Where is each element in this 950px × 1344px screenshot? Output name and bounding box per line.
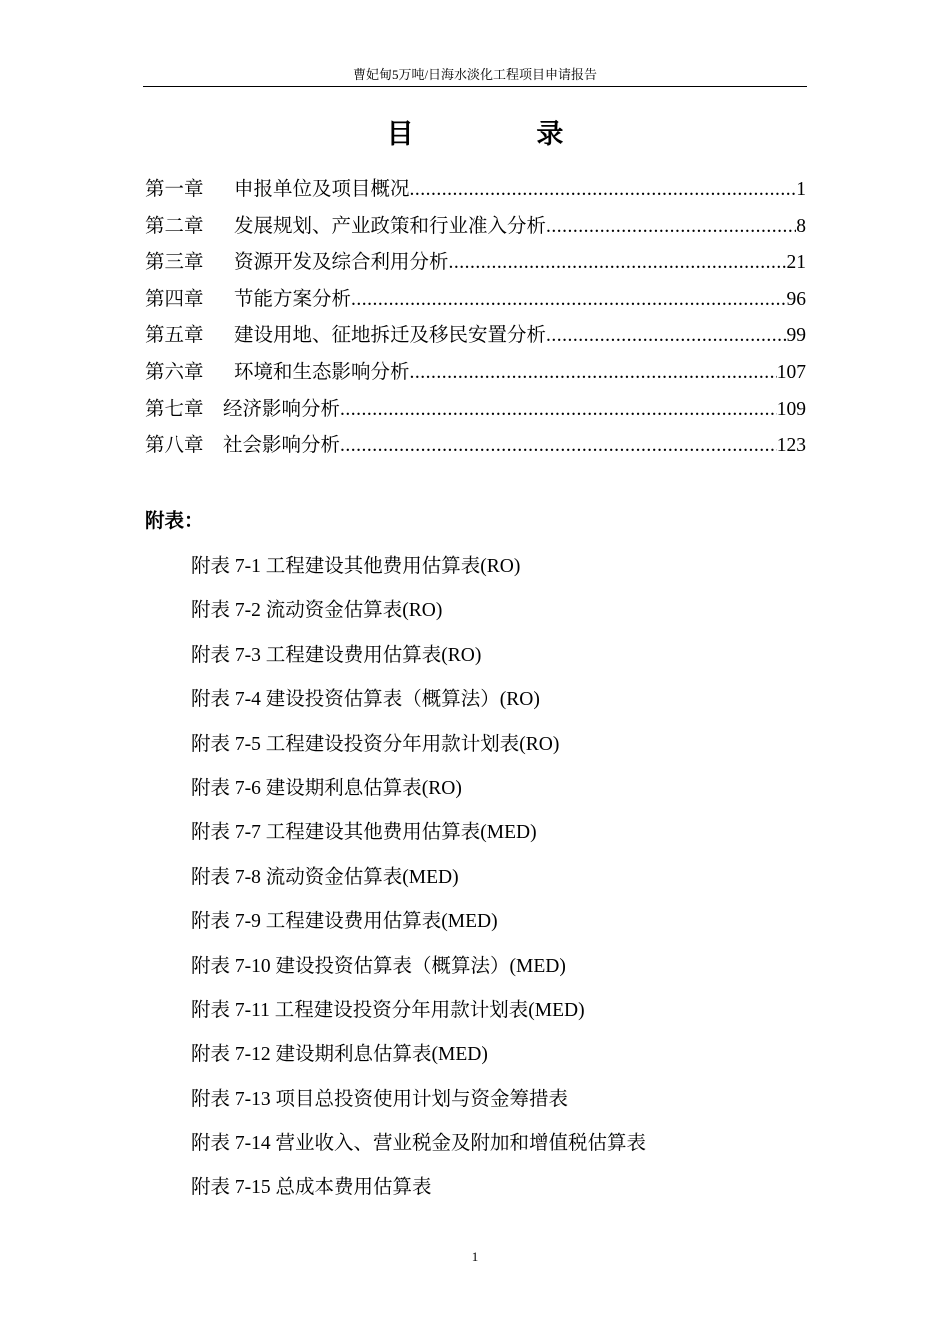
toc-chapter: 第八章 [145,435,204,457]
toc-entry-title: 发展规划、产业政策和行业准入分析 [234,215,547,237]
appendix-item: 附表 7-9 工程建设费用估算表(MED) [191,911,498,933]
toc-chapter: 第二章 [145,215,204,237]
toc-entry[interactable] [145,318,806,355]
appendix-item: 附表 7-8 流动资金估算表(MED) [191,866,459,888]
toc-entry[interactable] [145,245,806,282]
appendix-item: 附表 7-15 总成本费用估算表 [191,1177,432,1199]
running-header: 曹妃甸5万吨/日海水淡化工程项目申请报告 [352,67,598,82]
toc-page-number: 1 [796,179,806,200]
toc-entry-title: 经济影响分析 [223,398,341,420]
appendix-item: 附表 7-2 流动资金估算表(RO) [191,600,443,622]
toc-page-number: 21 [786,252,806,274]
toc-dot-leader [546,209,796,246]
appendix-item: 附表 7-7 工程建设其他费用估算表(MED) [191,822,537,844]
toc-dot-leader [410,355,777,392]
toc-entry[interactable] [145,282,806,319]
appendix-item: 附表 7-5 工程建设投资分年用款计划表(RO) [191,733,560,755]
toc-chapter: 第五章 [145,325,204,347]
toc-dot-leader [340,392,777,429]
toc-chapter: 第三章 [145,252,204,274]
toc-entry[interactable] [145,209,806,246]
toc-list [145,172,806,465]
appendix-heading: 附表： [145,511,204,532]
appendix-item: 附表 7-14 营业收入、营业税金及附加和增值税估算表 [191,1133,646,1155]
toc-page-number: 96 [786,288,806,310]
toc-title: 目 录 [386,119,622,149]
appendix-item: 附表 7-4 建设投资估算表（概算法）(RO) [191,689,540,711]
toc-entry[interactable] [145,428,806,465]
header-rule [143,86,807,87]
toc-dot-leader [449,245,787,282]
toc-chapter: 第六章 [145,361,204,383]
appendix-item: 附表 7-12 建设期利息估算表(MED) [191,1044,488,1066]
appendix-item: 附表 7-1 工程建设其他费用估算表(RO) [191,556,521,577]
toc-entry[interactable] [145,172,806,209]
toc-chapter: 第七章 [145,398,204,420]
toc-entry-title: 环境和生态影响分析 [234,361,410,383]
appendix-item: 附表 7-10 建设投资估算表（概算法）(MED) [191,955,566,977]
toc-chapter: 第四章 [145,288,204,310]
appendix-item: 附表 7-3 工程建设费用估算表(RO) [191,644,482,666]
toc-page-number: 123 [776,435,806,457]
appendix-item: 附表 7-11 工程建设投资分年用款计划表(MED) [191,999,585,1021]
appendix-list [191,548,646,1214]
toc-page-number: 109 [776,398,806,420]
toc-page-number: 8 [796,215,806,237]
toc-entry-title: 申报单位及项目概况 [234,179,410,200]
appendix-item: 附表 7-13 项目总投资使用计划与资金筹措表 [191,1088,568,1110]
toc-chapter: 第一章 [145,179,204,200]
toc-entry-title: 节能方案分析 [234,288,352,310]
toc-entry[interactable] [145,355,806,392]
toc-page-number: 107 [776,361,806,383]
toc-entry-title: 社会影响分析 [223,435,341,457]
toc-dot-leader [340,428,777,465]
page-number: 1 [471,1249,479,1264]
toc-entry-title: 建设用地、征地拆迁及移民安置分析 [234,325,547,347]
toc-page-number: 99 [786,325,806,347]
toc-dot-leader [546,318,786,355]
toc-entry[interactable] [145,392,806,429]
toc-entry-title: 资源开发及综合利用分析 [234,252,449,274]
toc-dot-leader [351,282,786,319]
toc-dot-leader [410,172,797,209]
appendix-item: 附表 7-6 建设期利息估算表(RO) [191,777,462,799]
